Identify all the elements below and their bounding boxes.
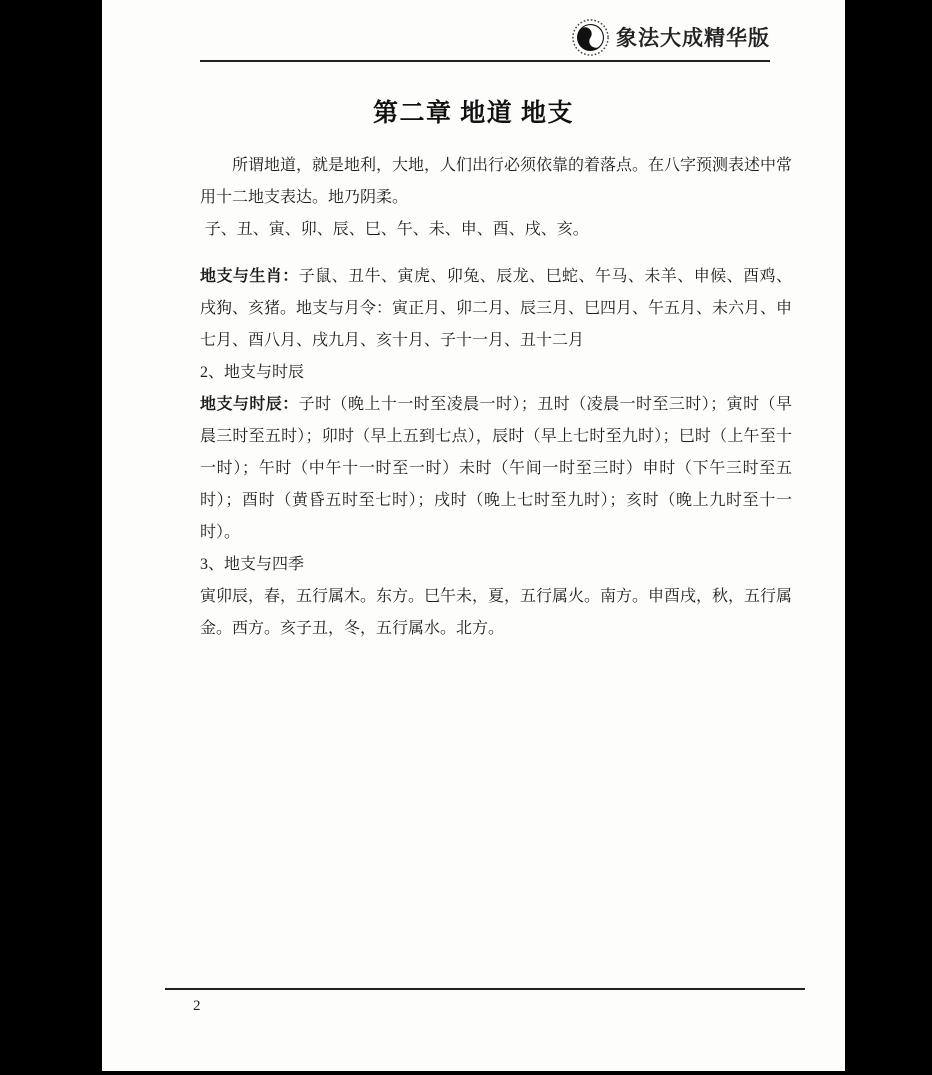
paragraph-hours bbox=[200, 389, 792, 549]
scan-border-bottom bbox=[0, 1071, 932, 1075]
zodiac-text: 子鼠、丑牛、寅虎、卯兔、辰龙、巳蛇、午马、未羊、申候、酉鸡、戌狗、亥猪。地支与月令：寅正月、卯二月、辰三月、巳四月、午五月、未六月、申七月、酉八月、戌九月、亥十月、子十一月、丑十二月 bbox=[200, 268, 793, 349]
zodiac-label: 地支与生肖： bbox=[200, 268, 299, 285]
chapter-title: 第二章 地道 地支 bbox=[372, 100, 574, 127]
paragraph-seasons: 寅卯辰，春，五行属木。东方。巳午未，夏，五行属火。南方。申酉戌，秋，五行属金。西方。亥子丑，冬，五行属水。北方。 bbox=[200, 588, 793, 637]
section3-heading: 3、地支与四季 bbox=[200, 556, 305, 573]
page-header bbox=[102, 16, 770, 58]
document-page bbox=[102, 0, 845, 1071]
page-number: 2 bbox=[193, 998, 201, 1014]
footer-rule bbox=[165, 988, 805, 990]
hours-label: 地支与时辰： bbox=[200, 396, 299, 413]
paragraph-zodiac bbox=[200, 261, 792, 357]
section2-heading: 2、地支与时辰 bbox=[200, 364, 305, 381]
paragraph-branches: 子、丑、寅、卯、辰、巳、午、未、申、酉、戌、亥。 bbox=[204, 221, 589, 238]
hours-text: 子时（晚上十一时至凌晨一时）；丑时（凌晨一时至三时）；寅时（早晨三时至五时）；卯时（早上五到七点），辰时（早上七时至九时）；巳时（上午至十一时）；午时（中午十一时至一时）未时（午间一时至三时）申时（下午三时至五时）；酉时（黄昏五时至七时）；戌时（晚上七时至九时）；亥时（晚上九时至十一时）。 bbox=[200, 396, 792, 541]
scan-border-left bbox=[0, 0, 102, 1075]
paragraph-intro: 所谓地道，就是地利，大地，人们出行必须依靠的着落点。在八字预测表述中常用十二地支表达。地乃阴柔。 bbox=[200, 157, 793, 206]
scan-border-right bbox=[845, 0, 932, 1075]
taiji-yinyang-icon bbox=[572, 19, 609, 56]
book-title: 象法大成精华版 bbox=[616, 27, 770, 50]
header-rule bbox=[200, 60, 770, 62]
body-text bbox=[200, 150, 792, 645]
